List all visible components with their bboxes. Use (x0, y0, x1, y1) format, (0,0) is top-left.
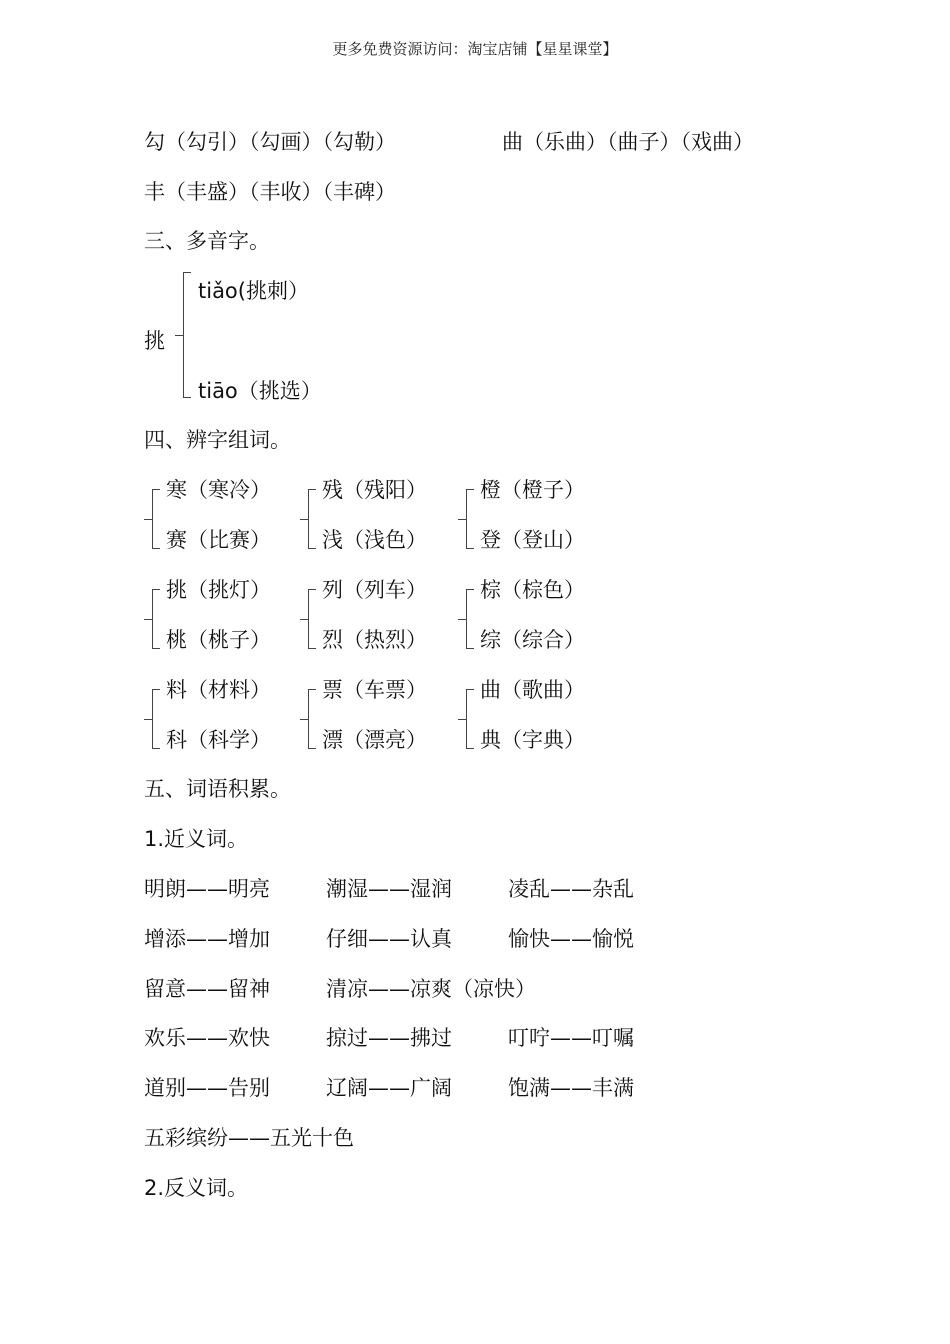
group-bracket (152, 689, 153, 749)
synonym-pair: 增添——增加 (144, 927, 270, 951)
group-char: 综（综合） (480, 628, 585, 652)
synonym-pair: 潮湿——湿润 (326, 877, 452, 901)
section-5-title: 五、词语积累。 (144, 777, 291, 801)
word-group-qu: 曲（乐曲）（曲子）（戏曲） (502, 130, 754, 154)
synonym-pair: 留意——留神 (144, 977, 270, 1001)
polyphonic-bracket-mid (175, 335, 183, 336)
group-char: 列（列车） (322, 578, 427, 602)
group-char: 票（车票） (322, 678, 427, 702)
antonyms-subtitle: 2.反义词。 (144, 1176, 249, 1200)
group-char: 科（科学） (166, 728, 271, 752)
group-bracket-mid (300, 519, 308, 520)
synonym-pair: 欢乐——欢快 (144, 1026, 270, 1050)
group-char: 残（残阳） (322, 478, 427, 502)
synonym-pair: 道别——告别 (144, 1076, 270, 1100)
group-bracket (308, 489, 309, 549)
group-bracket (466, 489, 467, 549)
polyphonic-bracket (183, 272, 184, 398)
group-bracket-mid (144, 519, 152, 520)
group-bracket (308, 589, 309, 649)
group-char: 桃（桃子） (166, 628, 271, 652)
section-4-title: 四、辨字组词。 (144, 428, 291, 452)
group-bracket (466, 589, 467, 649)
group-char: 烈（热烈） (322, 628, 427, 652)
word-group-gou: 勾（勾引）（勾画）（勾勒） (144, 130, 396, 154)
idiom-pair: 五彩缤纷——五光十色 (144, 1126, 354, 1150)
group-bracket (152, 589, 153, 649)
synonym-pair: 明朗——明亮 (144, 877, 270, 901)
group-bracket-mid (300, 719, 308, 720)
group-bracket-mid (458, 519, 466, 520)
group-char: 曲（歌曲） (480, 678, 585, 702)
synonym-pair: 辽阔——广阔 (326, 1076, 452, 1100)
section-3-title: 三、多音字。 (144, 229, 270, 253)
group-char: 浅（浅色） (322, 528, 427, 552)
synonym-pair: 叮咛——叮嘱 (508, 1026, 634, 1050)
group-char: 赛（比赛） (166, 528, 271, 552)
synonym-pair: 清凉——凉爽（凉快） (326, 977, 536, 1001)
group-char: 漂（漂亮） (322, 728, 427, 752)
group-char: 料（材料） (166, 678, 271, 702)
group-char: 典（字典） (480, 728, 585, 752)
group-char: 棕（棕色） (480, 578, 585, 602)
group-char: 寒（寒冷） (166, 478, 271, 502)
synonym-pair: 愉快——愉悦 (508, 927, 634, 951)
group-bracket-mid (144, 719, 152, 720)
synonym-pair: 饱满——丰满 (508, 1076, 634, 1100)
group-char: 橙（橙子） (480, 478, 585, 502)
group-bracket (308, 689, 309, 749)
group-char: 登（登山） (480, 528, 585, 552)
group-bracket-mid (458, 619, 466, 620)
synonym-pair: 掠过——拂过 (326, 1026, 452, 1050)
polyphonic-reading-2: tiāo（挑选） (198, 379, 322, 403)
synonym-pair: 凌乱——杂乱 (508, 877, 634, 901)
group-bracket-mid (144, 619, 152, 620)
polyphonic-char: 挑 (144, 329, 165, 353)
group-bracket-mid (458, 719, 466, 720)
group-char: 挑（挑灯） (166, 578, 271, 602)
group-bracket-mid (300, 619, 308, 620)
synonym-pair: 仔细——认真 (326, 927, 452, 951)
word-group-feng: 丰（丰盛）（丰收）（丰碑） (144, 180, 396, 204)
polyphonic-reading-1: tiǎo(挑刺） (198, 279, 309, 303)
group-bracket (152, 489, 153, 549)
page-header: 更多免费资源访问：淘宝店铺【星星课堂】 (332, 40, 618, 58)
synonyms-subtitle: 1.近义词。 (144, 827, 249, 851)
group-bracket (466, 689, 467, 749)
